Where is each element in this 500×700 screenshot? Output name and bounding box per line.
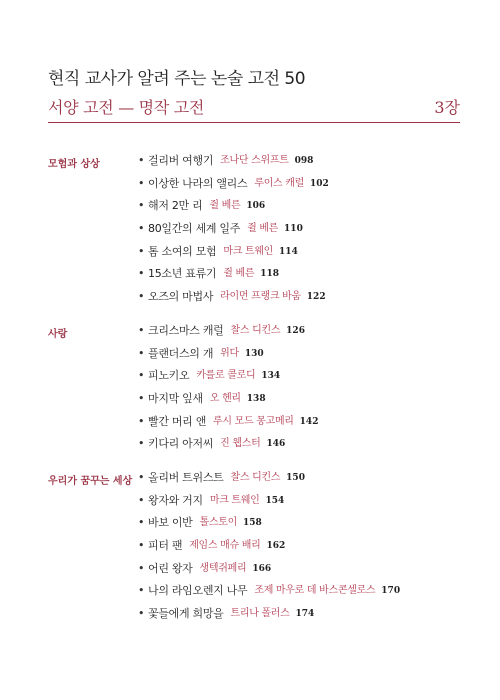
entry-title: 올리버 트위스트 bbox=[148, 471, 224, 484]
entry-title: 키다리 아저씨 bbox=[148, 437, 214, 451]
entry-author: 마크 트웨인 bbox=[223, 245, 274, 257]
entry-title: 오즈의 마법사 bbox=[148, 290, 214, 304]
entry-title: 톰 소여의 모험 bbox=[148, 244, 217, 258]
toc-entry[interactable] bbox=[138, 268, 329, 291]
entry-title: 이상한 나라의 앨리스 bbox=[148, 176, 248, 190]
entry-title: 피터 팬 bbox=[148, 539, 183, 553]
toc-entry[interactable] bbox=[138, 585, 400, 608]
bullet-icon: • bbox=[138, 539, 145, 553]
bullet-icon: • bbox=[138, 290, 145, 304]
toc-entry[interactable] bbox=[138, 155, 329, 178]
toc-entry[interactable] bbox=[138, 291, 329, 314]
subtitle-row bbox=[48, 95, 460, 118]
entry-page-number: 130 bbox=[244, 348, 264, 359]
entry-page-number: 142 bbox=[299, 416, 319, 427]
toc-entry[interactable] bbox=[138, 416, 318, 439]
entry-title: 크리스마스 캐럴 bbox=[148, 324, 224, 337]
bullet-icon: • bbox=[138, 324, 145, 337]
entry-title: 80일간의 세계 일주 bbox=[148, 222, 241, 236]
entry-page-number: 174 bbox=[295, 609, 315, 620]
bullet-icon: • bbox=[138, 176, 145, 190]
bullet-icon: • bbox=[138, 346, 145, 360]
page-header bbox=[48, 64, 460, 123]
entry-page-number: 126 bbox=[286, 326, 305, 336]
toc-entry[interactable] bbox=[138, 608, 400, 631]
bullet-icon: • bbox=[138, 437, 145, 451]
header-divider bbox=[48, 122, 460, 123]
entry-author: 카를로 콜로디 bbox=[196, 370, 256, 382]
entry-title: 나의 라임오렌지 나무 bbox=[148, 584, 248, 598]
toc-entry[interactable] bbox=[138, 393, 318, 416]
entry-title: 해저 2만 리 bbox=[148, 199, 203, 213]
toc-entry[interactable] bbox=[138, 348, 318, 371]
bullet-icon: • bbox=[138, 244, 145, 258]
bullet-icon: • bbox=[138, 607, 145, 621]
toc-entry[interactable] bbox=[138, 517, 400, 540]
bullet-icon: • bbox=[138, 493, 145, 507]
entry-author: 조제 마우로 데 바스콘셀로스 bbox=[254, 585, 376, 597]
entry-author: 쥘 베른 bbox=[223, 268, 255, 280]
entry-author: 쥘 베른 bbox=[209, 200, 241, 212]
entry-author: 마크 트웨인 bbox=[209, 494, 260, 506]
entry-author: 쥘 베른 bbox=[247, 223, 279, 235]
entry-page-number: 114 bbox=[279, 246, 298, 257]
entry-author: 생텍쥐페리 bbox=[199, 562, 247, 574]
toc-entry[interactable] bbox=[138, 563, 400, 586]
bullet-icon: • bbox=[138, 369, 145, 383]
toc-list bbox=[138, 472, 400, 631]
category-label: 사랑 bbox=[48, 329, 68, 340]
toc-entry[interactable] bbox=[138, 178, 329, 201]
entry-author: 오 헨리 bbox=[209, 393, 241, 405]
bullet-icon: • bbox=[138, 222, 145, 236]
toc-list bbox=[138, 325, 318, 461]
toc-entry[interactable] bbox=[138, 223, 329, 246]
entry-title: 마지막 잎새 bbox=[148, 392, 203, 406]
entry-page-number: 158 bbox=[242, 518, 262, 529]
entry-title: 걸리버 여행기 bbox=[148, 154, 214, 167]
bullet-icon: • bbox=[138, 154, 145, 167]
toc-entry[interactable] bbox=[138, 472, 400, 495]
bullet-icon: • bbox=[138, 584, 145, 598]
entry-author: 루이스 캐럴 bbox=[254, 177, 305, 189]
chapter-label: 3장 bbox=[434, 98, 460, 117]
entry-author: 진 웹스터 bbox=[220, 438, 261, 450]
entry-author: 라이먼 프랭크 바움 bbox=[220, 291, 301, 303]
entry-author: 찰스 디킨스 bbox=[230, 325, 281, 336]
entry-author: 트리나 폴러스 bbox=[230, 608, 290, 620]
bullet-icon: • bbox=[138, 414, 145, 428]
toc-entry[interactable] bbox=[138, 200, 329, 223]
entry-page-number: 106 bbox=[246, 201, 266, 212]
bullet-icon: • bbox=[138, 471, 145, 484]
entry-author: 위다 bbox=[220, 347, 239, 359]
bullet-icon: • bbox=[138, 516, 145, 530]
bullet-icon: • bbox=[138, 392, 145, 406]
entry-page-number: 146 bbox=[266, 439, 286, 450]
entry-page-number: 162 bbox=[266, 541, 286, 552]
category-label: 우리가 꿈꾸는 세상 bbox=[48, 476, 133, 487]
entry-page-number: 134 bbox=[261, 371, 281, 382]
category-label: 모험과 상상 bbox=[48, 159, 100, 170]
entry-title: 피노키오 bbox=[148, 369, 190, 383]
entry-page-number: 118 bbox=[260, 269, 279, 280]
entry-page-number: 166 bbox=[252, 563, 272, 574]
entry-title: 꽃들에게 희망을 bbox=[148, 607, 224, 621]
entry-page-number: 110 bbox=[284, 224, 303, 235]
entry-author: 제임스 매슈 배리 bbox=[189, 540, 261, 552]
entry-title: 왕자와 거지 bbox=[148, 493, 203, 507]
entry-author: 조나단 스위프트 bbox=[220, 155, 289, 166]
entry-page-number: 138 bbox=[246, 394, 266, 405]
entry-page-number: 170 bbox=[381, 586, 401, 597]
entry-title: 15소년 표류기 bbox=[148, 267, 217, 281]
toc-list bbox=[138, 155, 329, 314]
section-subtitle: 서양 고전 — 명작 고전 bbox=[48, 98, 205, 117]
entry-page-number: 122 bbox=[306, 292, 326, 303]
toc-entry[interactable] bbox=[138, 540, 400, 563]
bullet-icon: • bbox=[138, 267, 145, 281]
entry-title: 바보 이반 bbox=[148, 516, 193, 530]
entry-page-number: 098 bbox=[294, 156, 314, 166]
entry-page-number: 150 bbox=[286, 473, 305, 483]
entry-author: 톨스토이 bbox=[199, 517, 237, 529]
toc-entry[interactable] bbox=[138, 370, 318, 393]
entry-title: 어린 왕자 bbox=[148, 561, 193, 575]
entry-author: 찰스 디킨스 bbox=[230, 472, 281, 483]
toc-entry[interactable] bbox=[138, 325, 318, 348]
toc-entry[interactable] bbox=[138, 246, 329, 269]
entry-title: 플랜더스의 개 bbox=[148, 346, 214, 360]
entry-page-number: 154 bbox=[265, 495, 285, 506]
book-title: 현직 교사가 알려 주는 논술 고전 50 bbox=[48, 69, 306, 89]
bullet-icon: • bbox=[138, 561, 145, 575]
toc-entry[interactable] bbox=[138, 495, 400, 518]
bullet-icon: • bbox=[138, 199, 145, 213]
toc-entry[interactable] bbox=[138, 438, 318, 461]
entry-title: 빨간 머리 앤 bbox=[148, 414, 207, 428]
entry-author: 루시 모드 몽고메리 bbox=[213, 415, 294, 427]
entry-page-number: 102 bbox=[310, 178, 329, 189]
